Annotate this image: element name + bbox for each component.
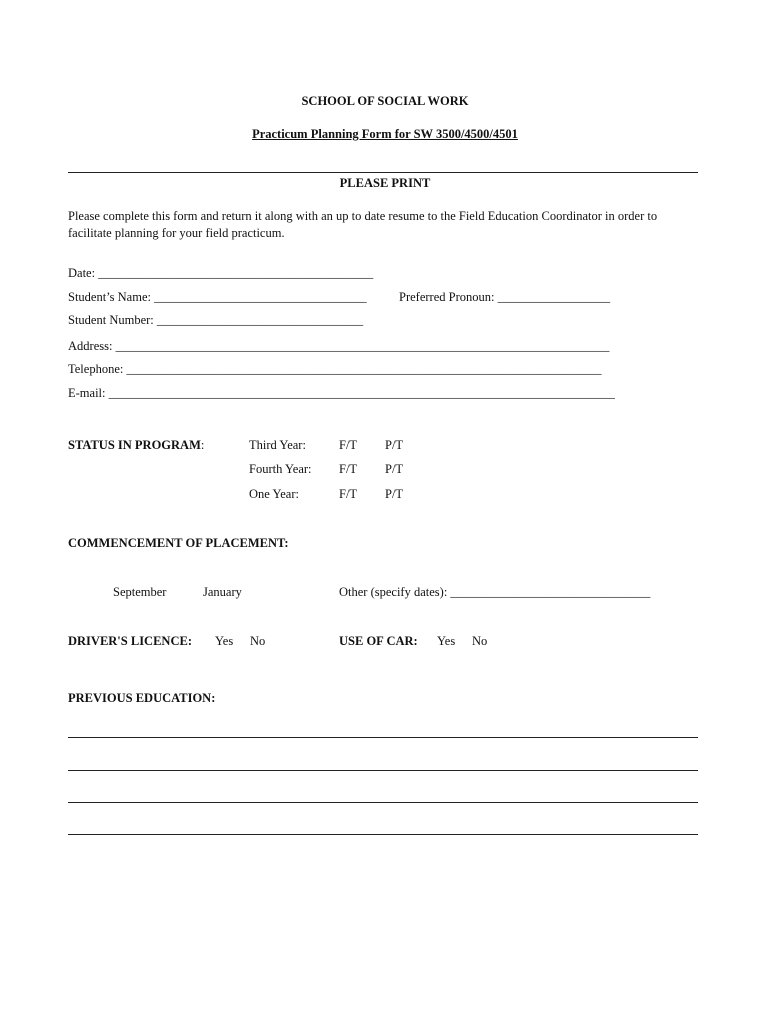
email-field[interactable]: E-mail: _________________________________________________________________________________ — [68, 386, 615, 400]
drivers-licence-yes-option[interactable]: Yes — [215, 634, 234, 648]
commencement-heading: COMMENCEMENT OF PLACEMENT: — [68, 536, 289, 550]
status-one-year-label: One Year: — [249, 487, 299, 501]
status-one-year-pt-option[interactable]: P/T — [385, 487, 404, 501]
preferred-pronoun-field[interactable]: Preferred Pronoun: __________________ — [399, 290, 611, 304]
status-one-year-ft-option[interactable]: F/T — [339, 487, 358, 501]
use-of-car-label: USE OF CAR: — [339, 634, 418, 648]
student-name-field[interactable]: Student’s Name: __________________________________ — [68, 290, 367, 304]
drivers-licence-no-option[interactable]: No — [250, 634, 266, 648]
use-of-car-yes-option[interactable]: Yes — [437, 634, 456, 648]
commencement-january-option[interactable]: January — [203, 585, 242, 599]
status-in-program-label — [68, 438, 204, 453]
status-third-year-label: Third Year: — [249, 438, 306, 452]
status-label-text: STATUS IN PROGRAM — [68, 438, 201, 452]
use-of-car-no-option[interactable]: No — [472, 634, 488, 648]
instructions-paragraph: Please complete this form and return it along with an up to date resume to the Field Education Coordinator in order to facilitate planning for your field practicum. — [68, 209, 658, 240]
drivers-licence-label: DRIVER'S LICENCE: — [68, 634, 192, 648]
status-fourth-year-pt-option[interactable]: P/T — [385, 462, 404, 476]
previous-education-line[interactable] — [68, 802, 698, 803]
student-number-field[interactable]: Student Number: _________________________________ — [68, 313, 364, 327]
status-fourth-year-label: Fourth Year: — [249, 462, 312, 476]
status-fourth-year-ft-option[interactable]: F/T — [339, 462, 358, 476]
previous-education-heading: PREVIOUS EDUCATION: — [68, 691, 216, 705]
previous-education-line[interactable] — [68, 737, 698, 738]
status-third-year-ft-option[interactable]: F/T — [339, 438, 358, 452]
commencement-other-dates-field[interactable]: Other (specify dates): ________________________________ — [339, 585, 651, 599]
school-heading: SCHOOL OF SOCIAL WORK — [301, 94, 469, 108]
date-field[interactable]: Date: ____________________________________________ — [68, 266, 374, 280]
telephone-field[interactable]: Telephone: ____________________________________________________________________________ — [68, 362, 602, 376]
address-field[interactable]: Address: _______________________________________________________________________________ — [68, 339, 610, 353]
status-third-year-pt-option[interactable]: P/T — [385, 438, 404, 452]
form-title: Practicum Planning Form for SW 3500/4500/4501 — [252, 127, 518, 141]
commencement-september-option[interactable]: September — [113, 585, 167, 599]
status-label-colon: : — [200, 438, 205, 452]
previous-education-line[interactable] — [68, 770, 698, 771]
please-print-heading: PLEASE PRINT — [339, 176, 431, 190]
top-divider-line — [68, 172, 698, 173]
previous-education-line[interactable] — [68, 834, 698, 835]
